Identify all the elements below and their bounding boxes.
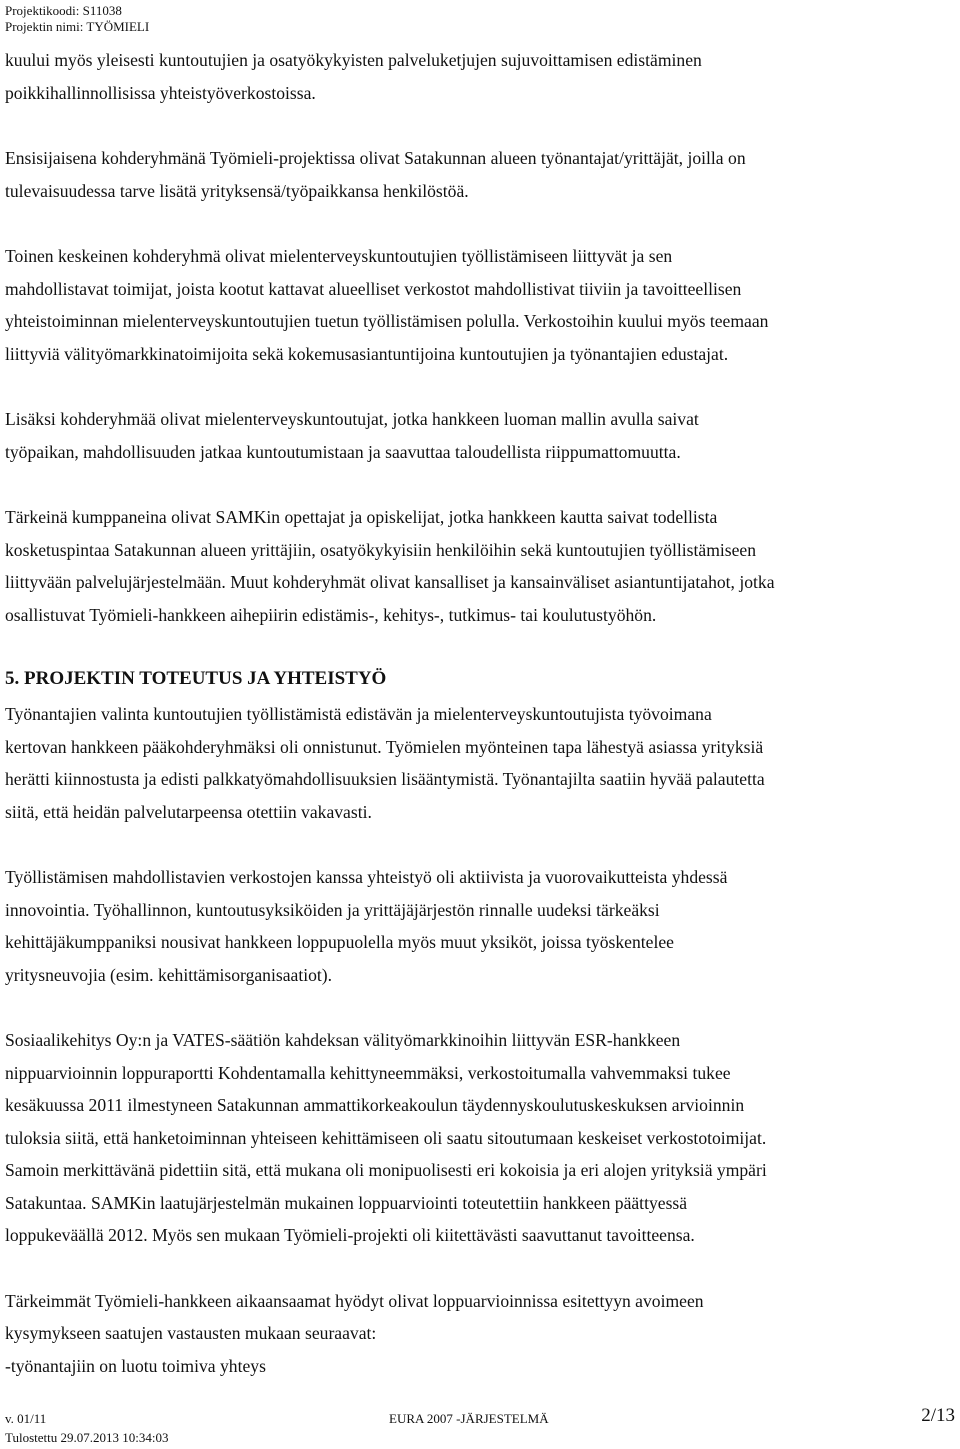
section-heading: 5. PROJEKTIN TOTEUTUS JA YHTEISTYÖ — [5, 668, 387, 689]
document-body — [5, 44, 955, 1415]
paragraph-cooperation: Työllistämisen mahdollistavien verkostojen kanssa yhteistyö oli aktiivista ja vuorovaikutteista yhdessä innovointia. Työhallinnon, kuntoutusyksiköiden ja yrittäjäjärjestön rinnalle uudeksi tärkeäksi kehittäjäkumppaniksi nousivat hankkeen loppupuolella myös muut yksiköt, joissa työskentelee yritysneuvojia (esim. kehittämisorganisaatiot). — [5, 867, 728, 985]
project-code: Projektikoodi: S11038 — [5, 3, 122, 18]
paragraph-primary-target-group: Ensisijaisena kohderyhmänä Työmieli-projektissa olivat Satakunnan alueen työnantajat/yrittäjät, joilla on tulevaisuudessa tarve lisätä yrityksensä/työpaikkansa henkilöstöä. — [5, 148, 746, 201]
page-footer — [5, 1405, 955, 1448]
project-name: Projektin nimi: TYÖMIELI — [5, 19, 150, 34]
footer-system: EURA 2007 -JÄRJESTELMÄ — [389, 1411, 549, 1426]
paragraph-evaluation: Sosiaalikehitys Oy:n ja VATES-säätiön kahdeksan välityömarkkinoihin liittyvän ESR-hankkeen nippuarvioinnin loppuraportti Kohdentamalla kehittyneemmäksi, verkostoitumalla vahvemmaksi tukee kesäkuussa 2011 ilmestyneen Satakunnan ammattikorkeakoulun täydennyskoulutuskeskuksen arvioinnin tuloksia siitä, että hanketoiminnan yhteiseen kehittämiseen oli saatu sitoutumaan keskeiset verkostotoimijat. Samoin merkittävänä pidettiin sitä, että mukana oli monipuolisesti eri kokoisia ja eri alojen yrityksiä ympäri Satakuntaa. SAMKin laatujärjestelmän mukainen loppuarviointi toteutettiin hankkeen päättyessä loppukeväällä 2012. Myös sen mukaan Työmieli-projekti oli kiitettävästi saavuttanut tavoitteensa. — [5, 1030, 767, 1245]
paragraph-benefits: Tärkeimmät Työmieli-hankkeen aikaansaamat hyödyt olivat loppuarvioinnissa esitettyyn avoimeen kysymykseen saatujen vastausten mukaan seuraavat: -työnantajiin on luotu toimiva yhteys — [5, 1290, 704, 1376]
footer-printed: Tulostettu 29.07.2013 10:34:03 — [5, 1430, 169, 1445]
page-header — [5, 3, 149, 35]
paragraph-rehabilitees: Lisäksi kohderyhmää olivat mielenterveyskuntoutujat, jotka hankkeen luoman mallin avulla saivat työpaikan, mahdollisuuden jatkaa kuntoutumistaan ja saavuttaa taloudellista riippumattomuutta. — [5, 409, 699, 462]
paragraph-employers: Työnantajien valinta kuntoutujien työllistämistä edistävän ja mielenterveyskuntoutujista työvoimana kertovan hankkeen pääkohderyhmäksi oli onnistunut. Työmielen myönteinen tapa lähestyä asiassa yrityksiä herätti kiinnostusta ja edisti palkkatyömahdollisuuksien lisääntymistä. Työnantajilta saatiin hyvää palautetta siitä, että heidän palvelutarpeensa otettiin vakavasti. — [5, 704, 765, 822]
paragraph-networks: kuului myös yleisesti kuntoutujien ja osatyökykyisten palveluketjujen sujuvoittamisen edistäminen poikkihallinnollisissa yhteistyöverkostoissa. — [5, 50, 702, 103]
page-number: 2/13 — [921, 1405, 955, 1426]
footer-version: v. 01/11 — [5, 1411, 47, 1426]
paragraph-partners: Tärkeinä kumppaneina olivat SAMKin opettajat ja opiskelijat, jotka hankkeen kautta saivat todellista kosketuspintaa Satakunnan alueen yrittäjiin, osatyökykyisiin henkilöihin sekä kuntoutujien työllistämiseen liittyvään palvelujärjestelmään. Muut kohderyhmät olivat kansalliset ja kansainväliset asiantuntijatahot, jotka osallistuvat Työmieli-hankkeen aihepiirin edistämis-, kehitys-, tutkimus- tai koulutustyöhön. — [5, 507, 775, 625]
paragraph-second-target-group: Toinen keskeinen kohderyhmä olivat mielenterveyskuntoutujien työllistämiseen liittyvät ja sen mahdollistavat toimijat, joista kootut kattavat alueelliset verkostot mahdollistivat tiiviin ja tavoitteellisen yhteistoiminnan mielenterveyskuntoutujien tuetun työllistämisen polulla. Verkostoihin kuului myös teemaan liittyviä välityömarkkinatoimijoita sekä kokemusasiantuntijoina kuntoutujien ja työnantajien edustajat. — [5, 246, 769, 364]
